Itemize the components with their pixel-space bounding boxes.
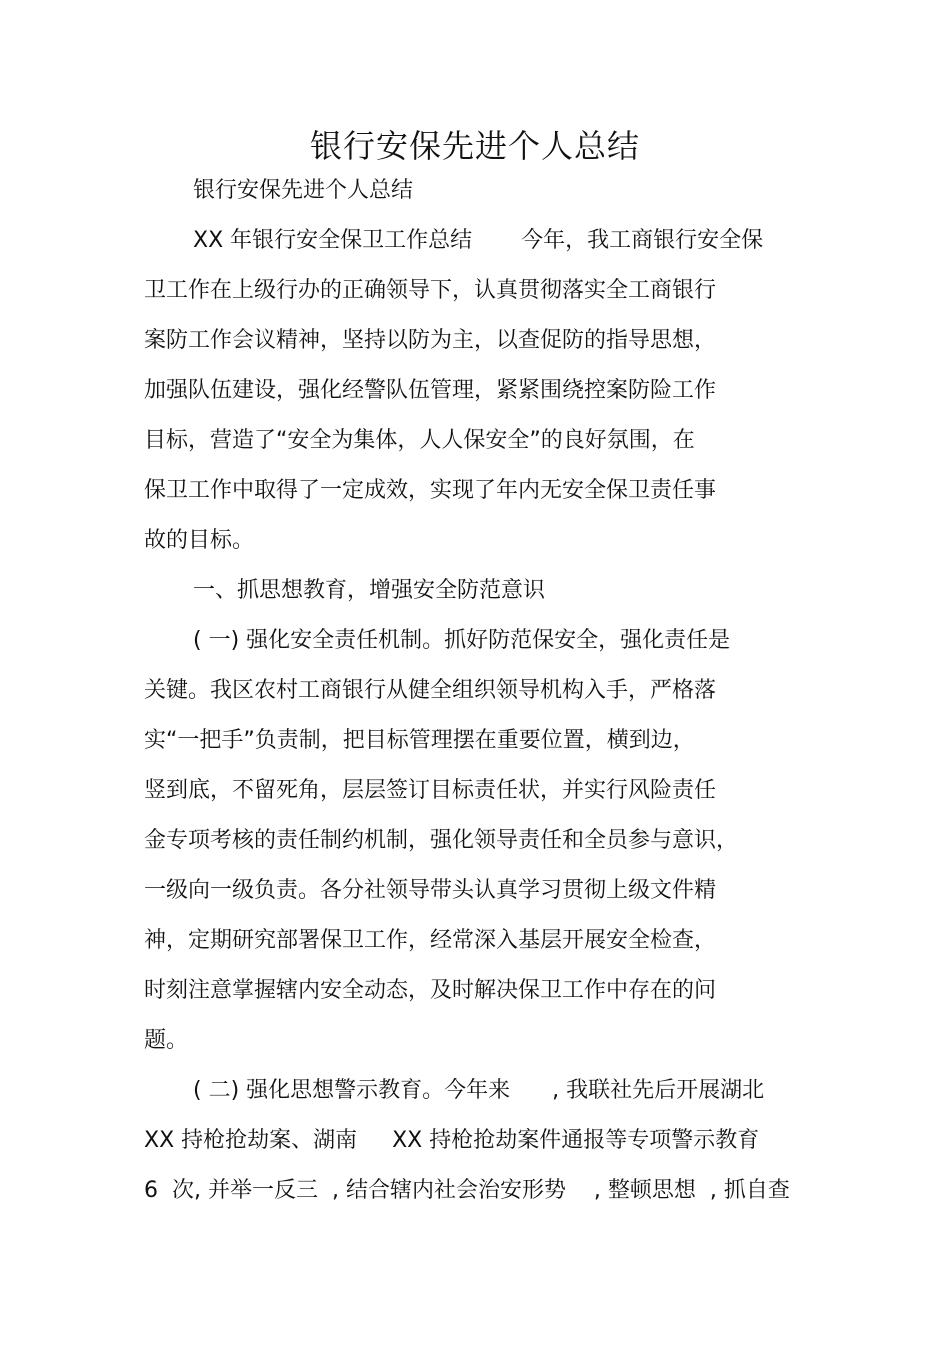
paragraph-line: 关键。我区农村工商银行从健全组织领导机构入手，严格落 (144, 678, 717, 703)
paragraph-line: XX 年银行安全保卫工作总结 今年，我工商银行安全保 (193, 228, 764, 253)
paragraph-line: 神，定期研究部署保卫工作，经常深入基层开展安全检查， (144, 928, 717, 953)
paragraph-line: 实“一把手”负责制，把目标管理摆在重要位置，横到边， (144, 728, 695, 753)
paragraph-line: 故的目标。 (144, 528, 255, 553)
paragraph-line: 时刻注意掌握辖内安全动态，及时解决保卫工作中存在的问 (144, 978, 717, 1003)
paragraph-line: 一级向一级负责。各分社领导带头认真学习贯彻上级文件精 (144, 878, 717, 903)
paragraph-line: XX 持枪抢劫案、湖南 XX 持枪抢劫案件通报等专项警示教育 (144, 1128, 760, 1153)
paragraph-line: ( 一) 强化安全责任机制。抓好防范保安全，强化责任是 (193, 628, 731, 653)
paragraph-line: 保卫工作中取得了一定成效，实现了年内无安全保卫责任事 (144, 478, 717, 503)
paragraph-line: ( 二) 强化思想警示教育。今年来 , 我联社先后开展湖北 (193, 1078, 765, 1103)
paragraph-line: 6 次, 并举一反三 , 结合辖内社会治安形势 , 整顿思想 , 抓自查 (144, 1178, 790, 1203)
section-heading: 一、抓思想教育，增强安全防范意识 (193, 578, 546, 603)
paragraph-line: 竖到底，不留死角，层层签订目标责任状，并实行风险责任 (144, 778, 717, 803)
paragraph-line: 金专项考核的责任制约机制，强化领导责任和全员参与意识， (144, 828, 739, 853)
paragraph-line: 卫工作在上级行办的正确领导下，认真贯彻落实全工商银行 (144, 278, 717, 303)
paragraph-line: 目标，营造了“安全为集体，人人保安全”的良好氛围，在 (144, 428, 695, 453)
document-title: 银行安保先进个人总结 (309, 127, 640, 165)
document-subtitle: 银行安保先进个人总结 (193, 178, 414, 203)
paragraph-line: 案防工作会议精神，坚持以防为主，以查促防的指导思想， (144, 328, 717, 353)
paragraph-line: 题。 (144, 1028, 189, 1053)
paragraph-line: 加强队伍建设，强化经警队伍管理，紧紧围绕控案防险工作 (144, 378, 717, 403)
